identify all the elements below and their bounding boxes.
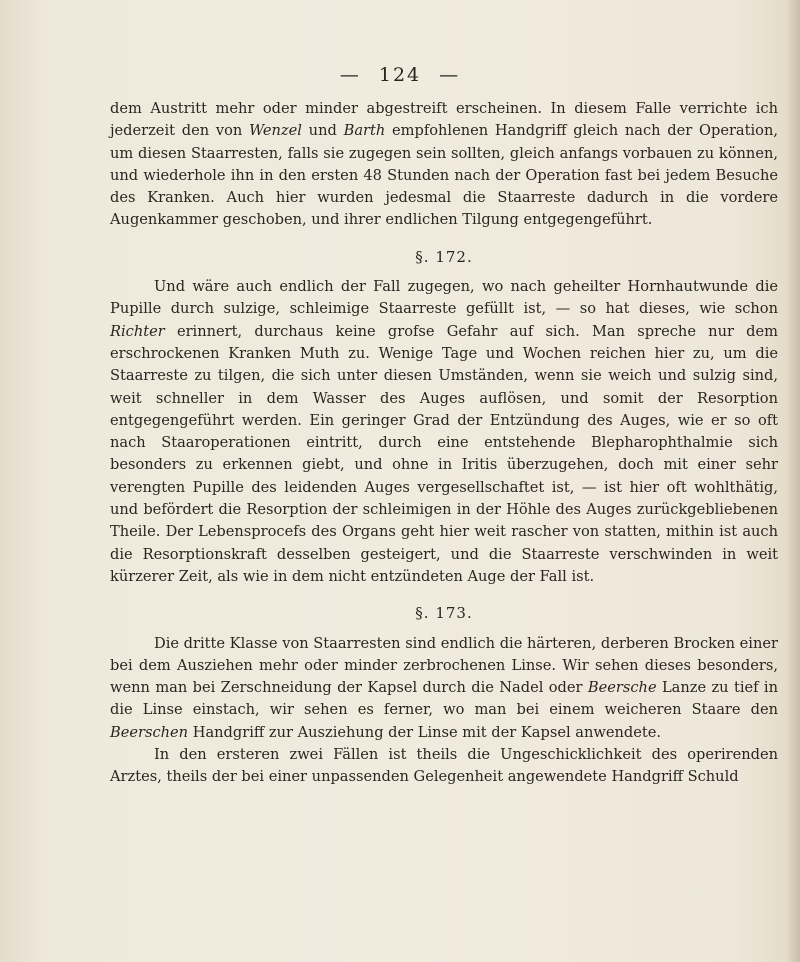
text-run: Und wäre auch endlich der Fall zugegen, wo nach geheilter Hornhautwunde die Pupille durch sulzige, schleimige Staarreste gefüllt ist, — so hat dieses, wie schon (110, 278, 778, 318)
text-run: Handgriff zur Ausziehung der Linse mit der Kapsel anwendete. (188, 723, 662, 741)
paragraph (110, 276, 778, 588)
italic-name: Beersche (587, 679, 657, 697)
text-run: und (301, 122, 344, 140)
section-heading: §. 173. (415, 604, 473, 623)
paragraph (110, 98, 778, 232)
italic-name: Barth (343, 122, 386, 140)
text-run: Die dritte Klasse von Staarresten sind endlich die härteren, derberen Brocken einer bei dem Ausziehen mehr oder minder zerbrochenen Linse. Wir sehen dieses besonders, wenn man bei Zerschneidung der Kapsel durch die Nadel oder (110, 634, 778, 697)
page-edge-shadow (786, 0, 800, 962)
page-body (110, 98, 778, 789)
text-run: In den ersteren zwei Fällen ist theils die Ungeschicklichkeit des operirenden Arztes, theils der bei einer unpassenden Gelegenheit angewendete Handgriff Schuld (110, 746, 778, 786)
section-heading: §. 172. (415, 247, 473, 266)
text-run: Lanze zu tief in die Linse einstach, wir sehen es ferner, wo man bei einem weicheren Staare den (110, 679, 778, 719)
italic-name: Beerschen (110, 723, 189, 741)
text-run: erinnert, durchaus keine grofse Gefahr auf sich. Man spreche nur dem erschrockenen Kranken Muth zu. Wenige Tage und Wochen reichen hier zu, um die Staarreste zu tilgen, die sich unter diesen Umständen, wenn sie weich und sulzig sind, weit schneller in dem Wasser des Auges auflösen, und somit der Resorption entgegengeführt werden. Ein geringer Grad der Entzündung des Auges, wie er so oft nach Staaroperationen eintritt, durch eine entstehende Blepharophthalmie sich besonders zu erkennen giebt, und ohne in Iritis überzugehen, doch mit einer sehr verengten Pupille des leidenden Auges vergesellschaftet ist, — ist hier oft wohlthätig, und befördert die Resorption der schleimigen in der Höhle des Auges zurückgebliebenen Theile. Der Lebensprocefs des Organs geht hier weit rascher von statten, mithin ist auch die Resorptionskraft desselben gesteigert, und die Staarreste verschwinden in weit kürzerer Zeit, als wie in dem nicht entzündeten Auge der Fall ist. (110, 322, 778, 585)
paragraph (110, 744, 778, 789)
header-dash-left: — (339, 64, 361, 86)
text-run: empfohlenen Handgriff gleich nach der Operation, um diesen Staarresten, falls sie zugegen sein sollten, gleich anfangs vorbauen zu können, und wiederhole ihn in den ersten 48 Stunden nach der Operation fast bei jedem Besuche des Kranken. Auch hier wurden jedesmal die Staarreste dadurch in die vordere Augenkammer geschoben, und ihrer endlichen Tilgung entgegengeführt. (110, 122, 778, 229)
page-header (0, 64, 800, 86)
italic-name: Richter (110, 322, 165, 340)
paragraph (110, 633, 778, 744)
italic-name: Wenzel (249, 122, 302, 140)
text-run: dem Austritt mehr oder minder abgestreift erscheinen. In diesem Falle verrichte ich jederzeit den von (110, 100, 778, 140)
header-dash-right: — (439, 64, 461, 86)
page-number: 124 (378, 64, 422, 86)
